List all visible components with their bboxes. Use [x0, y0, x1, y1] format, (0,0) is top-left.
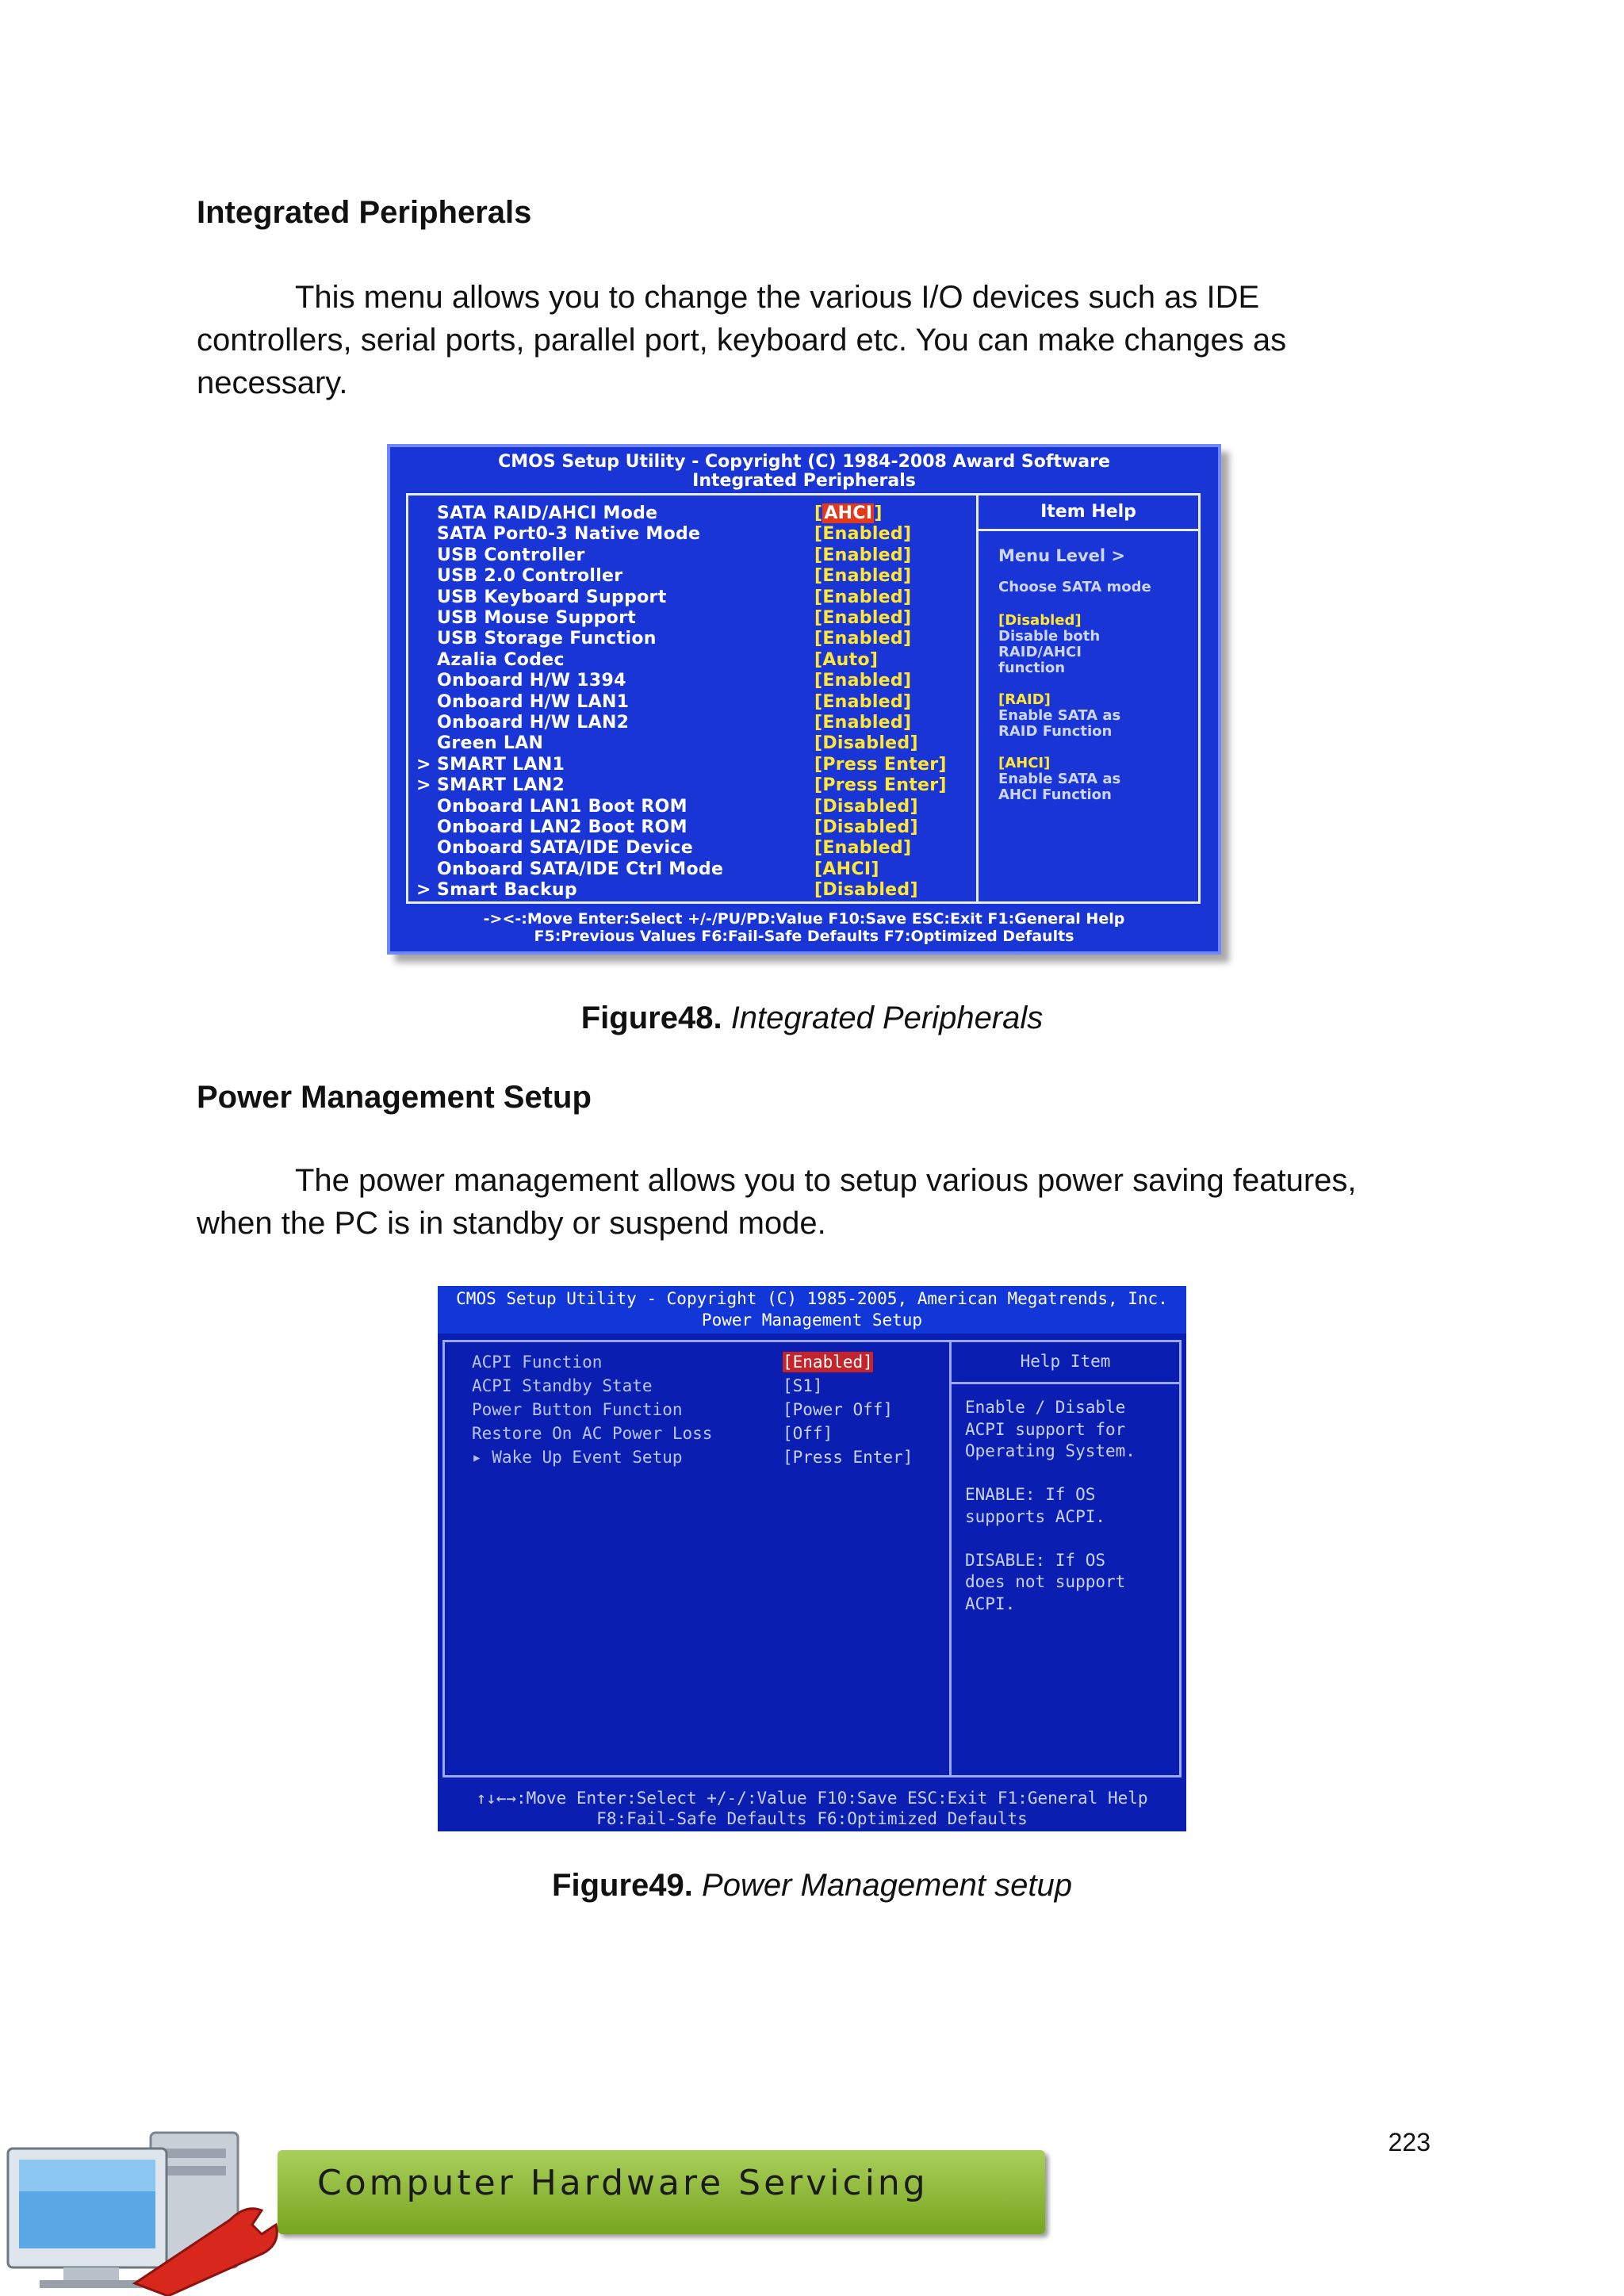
bios-setting-value[interactable]: [Press Enter] — [783, 1448, 914, 1467]
bios-setting-value[interactable]: [S1] — [783, 1376, 823, 1395]
bios-setting-label[interactable]: Onboard H/W LAN2 — [437, 713, 630, 733]
bios-setting-value[interactable]: [Disabled] — [814, 733, 918, 754]
help-raid-tag: [RAID] — [998, 691, 1051, 708]
bios-divider — [949, 1342, 952, 1775]
award-bios-screenshot — [387, 444, 1221, 955]
bios-setting-label[interactable]: SATA RAID/AHCI Mode — [437, 503, 658, 523]
bios-setting-label[interactable]: ACPI Standby State — [472, 1376, 653, 1395]
bios-setting-value[interactable]: [Enabled] — [783, 1353, 873, 1372]
bios-setting-value[interactable]: [Off] — [783, 1424, 833, 1443]
bios-setting-value[interactable]: [Enabled] — [814, 629, 912, 649]
help-divider — [979, 529, 1198, 531]
bios-setting-label[interactable]: USB Storage Function — [437, 629, 657, 649]
bios-setting-label[interactable]: ACPI Function — [472, 1353, 603, 1372]
caption-label: Figure49. — [552, 1868, 693, 1903]
bios-footer-line2: F8:Fail-Safe Defaults F6:Optimized Defaults — [596, 1809, 1028, 1828]
bios-setting-value[interactable]: [Enabled] — [814, 838, 912, 859]
submenu-arrow-icon: > — [416, 754, 431, 775]
help-line: Enable SATA as — [998, 771, 1121, 787]
bios-frame — [406, 493, 1201, 904]
help-line: function — [998, 660, 1066, 676]
banner-title: Computer Hardware Servicing — [317, 2163, 929, 2203]
bios-setting-value[interactable]: [Press Enter] — [814, 754, 947, 775]
bios-setting-label[interactable]: Onboard H/W 1394 — [437, 671, 626, 691]
help-line: Operating System. — [965, 1441, 1136, 1460]
bios-setting-label[interactable]: SMART LAN1 — [437, 754, 565, 775]
bios-setting-value[interactable]: [Disabled] — [814, 796, 918, 817]
bios-setting-value[interactable]: [Disabled] — [814, 880, 918, 901]
bios-setting-label[interactable]: Onboard SATA/IDE Ctrl Mode — [437, 859, 724, 879]
bios-setting-value[interactable]: [Disabled] — [814, 817, 918, 837]
power-management-paragraph — [197, 1159, 1431, 1245]
bios-setting-value[interactable]: [Enabled] — [814, 524, 912, 545]
bios-setting-value[interactable]: [Power Off] — [783, 1400, 894, 1419]
item-help-title: Item Help — [1040, 502, 1136, 522]
bracket: [ — [814, 503, 823, 523]
submenu-arrow-icon: > — [416, 880, 431, 901]
bios-setting-label[interactable]: Onboard H/W LAN1 — [437, 691, 630, 712]
help-ahci-tag: [AHCI] — [998, 755, 1051, 771]
bios-setting-label[interactable]: Restore On AC Power Loss — [472, 1424, 713, 1443]
help-line: supports ACPI. — [965, 1506, 1106, 1526]
help-disabled-tag: [Disabled] — [998, 612, 1082, 629]
section-heading-power-management: Power Management Setup — [197, 1080, 592, 1115]
bios-divider — [976, 496, 979, 901]
help-item-title: Help Item — [1020, 1352, 1111, 1371]
help-line: does not support — [965, 1572, 1126, 1591]
bios-title: CMOS Setup Utility - Copyright (C) 1985-2005, American Megatrends, Inc. — [456, 1289, 1168, 1308]
bios-setting-value[interactable]: [Press Enter] — [814, 775, 947, 796]
bios-setting-value[interactable]: [Auto] — [814, 649, 879, 670]
figure49-caption — [0, 1868, 1624, 1904]
help-choose: Choose SATA mode — [998, 579, 1151, 595]
bios-setting-label[interactable]: USB Controller — [437, 545, 585, 565]
bios-setting-label[interactable]: USB 2.0 Controller — [437, 566, 623, 587]
bios-setting-value[interactable]: [Enabled] — [814, 713, 912, 733]
bios-setting-label[interactable]: Onboard LAN1 Boot ROM — [437, 796, 688, 817]
bios-subtitle: Integrated Peripherals — [692, 471, 916, 491]
section-heading-integrated-peripherals: Integrated Peripherals — [197, 195, 532, 230]
paragraph-line: This menu allows you to change the various I/O devices such as IDE — [295, 280, 1260, 315]
help-line: RAID/AHCI — [998, 644, 1082, 660]
help-line: Enable SATA as — [998, 707, 1121, 724]
caption-text: Power Management setup — [702, 1868, 1072, 1903]
figure48-caption — [0, 1001, 1624, 1036]
bios-setting-label[interactable]: ▸ Wake Up Event Setup — [472, 1448, 683, 1467]
bios-setting-value[interactable]: [Enabled] — [814, 545, 912, 565]
caption-text: Integrated Peripherals — [730, 1001, 1044, 1035]
bios-setting-label[interactable]: SATA Port0-3 Native Mode — [437, 524, 701, 545]
bios-setting-label[interactable]: Power Button Function — [472, 1400, 683, 1419]
help-line: ACPI. — [965, 1594, 1016, 1613]
bios-setting-value[interactable]: [Enabled] — [814, 587, 912, 607]
bios-setting-label[interactable]: Onboard LAN2 Boot ROM — [437, 817, 688, 837]
paragraph-line: controllers, serial ports, parallel port, keyboard etc. You can make changes as — [197, 323, 1287, 358]
bios-footer-line2: F5:Previous Values F6:Fail-Safe Defaults F7:Optimized Defaults — [534, 928, 1074, 945]
bracket: ] — [874, 503, 883, 523]
bios-setting-value[interactable]: [Enabled] — [814, 566, 912, 587]
bios-setting-value[interactable]: [Enabled] — [814, 608, 912, 628]
help-divider — [952, 1382, 1179, 1384]
help-menu-level: Menu Level > — [998, 546, 1126, 565]
bios-setting-label[interactable]: USB Keyboard Support — [437, 587, 667, 607]
help-line: AHCI Function — [998, 786, 1112, 803]
bios-subtitle: Power Management Setup — [701, 1311, 923, 1330]
bios-setting-label[interactable]: SMART LAN2 — [437, 775, 565, 796]
bios-setting-value[interactable]: [Enabled] — [814, 671, 912, 691]
caption-label: Figure48. — [580, 1001, 722, 1035]
bios-footer-line1: ↑↓←→:Move Enter:Select +/-/:Value F10:Save ESC:Exit F1:General Help — [476, 1789, 1148, 1808]
submenu-arrow-icon: > — [416, 775, 431, 796]
paragraph-line: necessary. — [197, 365, 348, 400]
computer-with-wrench-icon — [0, 2125, 301, 2296]
help-line: Disable both — [998, 628, 1101, 645]
bios-setting-value[interactable]: [AHCI] — [814, 859, 879, 879]
bios-setting-label[interactable]: Smart Backup — [437, 880, 577, 901]
bios-title: CMOS Setup Utility - Copyright (C) 1984-2008 Award Software — [498, 452, 1110, 472]
selected-value[interactable]: AHCI — [824, 503, 873, 523]
bios-setting-label[interactable]: Onboard SATA/IDE Device — [437, 838, 693, 859]
page-number: 223 — [1388, 2128, 1431, 2156]
bios-setting-value[interactable] — [814, 503, 883, 524]
bios-footer-line1: -><-:Move Enter:Select +/-/PU/PD:Value F10:Save ESC:Exit F1:General Help — [483, 910, 1125, 928]
help-line: DISABLE: If OS — [965, 1550, 1106, 1570]
bios-setting-label[interactable]: Green LAN — [437, 733, 544, 754]
help-line: Enable / Disable — [965, 1398, 1126, 1417]
bios-setting-label[interactable]: Azalia Codec — [437, 649, 565, 670]
help-line: ENABLE: If OS — [965, 1485, 1096, 1504]
integrated-peripherals-paragraph — [197, 276, 1431, 404]
paragraph-line: The power management allows you to setup various power saving features, — [295, 1163, 1357, 1198]
bios-frame — [442, 1340, 1182, 1777]
bios-setting-value[interactable]: [Enabled] — [814, 691, 912, 712]
ami-bios-screenshot — [438, 1286, 1186, 1831]
help-line: ACPI support for — [965, 1419, 1126, 1439]
bios-setting-label[interactable]: USB Mouse Support — [437, 608, 637, 628]
paragraph-line: when the PC is in standby or suspend mode. — [197, 1206, 826, 1241]
help-line: RAID Function — [998, 723, 1113, 740]
